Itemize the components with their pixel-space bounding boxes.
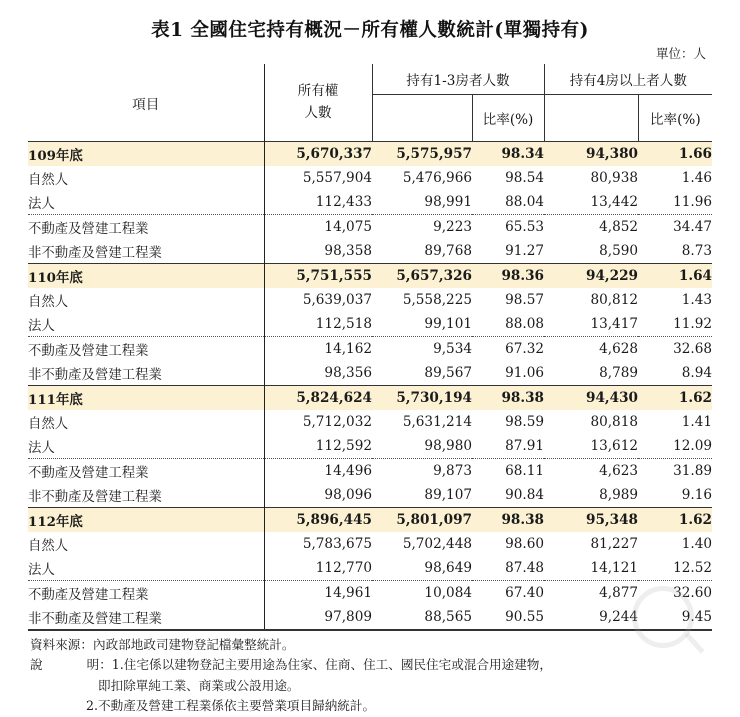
cell-holders-1to3: 5,575,957 — [372, 142, 472, 167]
table-row — [28, 166, 712, 190]
cell-holders-4plus: 81,227 — [590, 536, 639, 552]
cell-owners: 5,670,337 — [264, 142, 372, 167]
cell-ratio-1to3: 98.38 — [472, 508, 544, 533]
cell-holders-4plus: 8,989 — [599, 487, 639, 503]
row-label: 非不動產及營建工程業 — [28, 605, 264, 630]
cell-owners: 112,433 — [315, 194, 372, 210]
cell-holders-1to3: 5,730,194 — [372, 386, 472, 411]
cell-holders-1to3: 5,702,448 — [402, 536, 472, 552]
cell-ratio-4plus: 1.66 — [638, 142, 712, 167]
cell-ratio-1to3: 98.38 — [472, 386, 544, 411]
cell-holders-4plus: 9,244 — [544, 605, 638, 630]
cell-ratio-1to3: 88.04 — [505, 194, 545, 210]
table-row — [28, 410, 712, 434]
cell-holders-4plus: 8,789 — [599, 365, 639, 381]
cell-holders-4plus: 13,417 — [590, 316, 639, 332]
cell-owners: 5,557,904 — [302, 170, 372, 186]
page-title: 表1 全國住宅持有概況－所有權人數統計(單獨持有) — [151, 20, 589, 41]
col-header-count-1to3 — [372, 95, 472, 142]
cell-holders-4plus: 4,852 — [544, 215, 638, 240]
cell-ratio-4plus: 11.96 — [673, 194, 713, 210]
row-label: 109年底 — [28, 142, 264, 167]
cell-holders-1to3: 89,107 — [424, 487, 472, 503]
cell-holders-1to3: 98,649 — [424, 560, 472, 576]
cell-ratio-4plus: 11.92 — [673, 316, 713, 332]
cell-ratio-4plus: 9.16 — [681, 487, 713, 503]
cell-ratio-1to3: 67.40 — [472, 581, 544, 606]
cell-holders-1to3: 98,991 — [424, 194, 472, 210]
note-2: 2.不動產及營建工程業係依主要營業項目歸納統計。 — [86, 698, 376, 714]
col-header-ownership-line1: 所有權 — [297, 83, 339, 100]
cell-ratio-4plus: 32.68 — [638, 337, 712, 362]
cell-ratio-4plus: 8.73 — [681, 243, 713, 259]
row-label: 111年底 — [28, 386, 264, 411]
cell-ratio-1to3: 90.55 — [472, 605, 544, 630]
row-label: 非不動產及營建工程業 — [28, 361, 264, 386]
cell-ratio-1to3: 91.27 — [505, 243, 545, 259]
cell-owners: 112,518 — [315, 316, 372, 332]
col-header-ratio-1to3: 比率(%) — [472, 95, 544, 142]
cell-ratio-1to3: 87.48 — [505, 560, 545, 576]
cell-owners: 112,592 — [315, 438, 372, 454]
cell-owners: 5,712,032 — [302, 414, 372, 430]
cell-ratio-4plus: 1.40 — [681, 536, 713, 552]
cell-holders-4plus: 95,348 — [544, 508, 638, 533]
table-notes — [28, 631, 712, 717]
table-row — [28, 556, 712, 581]
col-header-ratio-4plus: 比率(%) — [649, 112, 701, 128]
cell-holders-1to3: 9,873 — [372, 459, 472, 484]
cell-ratio-4plus: 12.09 — [673, 438, 713, 454]
row-label: 不動產及營建工程業 — [28, 337, 264, 362]
cell-owners: 14,496 — [264, 459, 372, 484]
cell-holders-4plus: 13,442 — [590, 194, 639, 210]
cell-holders-4plus: 4,623 — [544, 459, 638, 484]
cell-holders-4plus: 14,121 — [590, 560, 639, 576]
table-body — [28, 142, 712, 631]
cell-holders-1to3: 9,534 — [372, 337, 472, 362]
cell-ratio-1to3: 88.08 — [505, 316, 545, 332]
row-label: 法人 — [28, 190, 264, 215]
cell-holders-4plus: 94,430 — [544, 386, 638, 411]
table-row — [28, 532, 712, 556]
cell-owners: 14,075 — [264, 215, 372, 240]
cell-ratio-4plus: 1.46 — [681, 170, 713, 186]
col-header-group-1to3: 持有1-3房者人數 — [372, 64, 544, 95]
cell-owners: 98,096 — [324, 487, 372, 503]
cell-ratio-4plus: 1.64 — [638, 264, 712, 289]
cell-ratio-1to3: 87.91 — [505, 438, 545, 454]
cell-holders-1to3: 10,084 — [372, 581, 472, 606]
col-header-group-4plus: 持有4房以上者人數 — [544, 64, 712, 95]
cell-ratio-4plus: 8.94 — [681, 365, 713, 381]
row-label: 不動產及營建工程業 — [28, 581, 264, 606]
row-label: 不動產及營建工程業 — [28, 459, 264, 484]
col-header-count-4plus — [544, 95, 638, 142]
row-label: 非不動產及營建工程業 — [28, 239, 264, 264]
note-label-2: 明： — [86, 657, 112, 673]
table-row — [28, 239, 712, 264]
cell-ratio-4plus: 12.52 — [673, 560, 713, 576]
note-source: 資料來源：內政部地政司建物登記檔彙整統計。 — [30, 637, 295, 652]
cell-ratio-4plus: 9.45 — [638, 605, 712, 630]
row-label: 非不動產及營建工程業 — [28, 483, 264, 508]
table-row — [28, 190, 712, 215]
cell-holders-4plus: 94,229 — [544, 264, 638, 289]
row-label: 自然人 — [28, 532, 264, 556]
cell-holders-4plus: 4,628 — [544, 337, 638, 362]
table-row — [28, 459, 712, 484]
cell-owners: 5,639,037 — [302, 292, 372, 308]
note-1-line2: 即扣除單純工業、商業或公設用途。 — [98, 677, 300, 693]
cell-holders-4plus: 80,818 — [590, 414, 639, 430]
cell-holders-4plus: 8,590 — [599, 243, 639, 259]
row-label: 110年底 — [28, 264, 264, 289]
cell-holders-1to3: 5,657,326 — [372, 264, 472, 289]
cell-ratio-4plus: 32.60 — [638, 581, 712, 606]
cell-ratio-1to3: 68.11 — [472, 459, 544, 484]
cell-owners: 98,356 — [324, 365, 372, 381]
statistics-table — [28, 64, 712, 631]
table-head — [28, 64, 712, 142]
cell-ratio-1to3: 98.57 — [505, 292, 545, 308]
cell-ratio-1to3: 65.53 — [472, 215, 544, 240]
row-label: 自然人 — [28, 166, 264, 190]
unit-note: 單位：人 — [655, 46, 706, 61]
cell-owners: 5,783,675 — [302, 536, 372, 552]
table-row — [28, 581, 712, 606]
table-row — [28, 434, 712, 459]
cell-owners: 5,751,555 — [264, 264, 372, 289]
cell-holders-1to3: 99,101 — [424, 316, 472, 332]
cell-holders-1to3: 89,768 — [424, 243, 472, 259]
table-row — [28, 288, 712, 312]
row-label: 112年底 — [28, 508, 264, 533]
col-header-ownership-line2: 人數 — [304, 104, 332, 121]
col-header-item: 項目 — [28, 64, 264, 142]
cell-owners: 98,358 — [324, 243, 372, 259]
row-label: 不動產及營建工程業 — [28, 215, 264, 240]
cell-holders-4plus: 13,612 — [590, 438, 639, 454]
col-header-ownership — [264, 64, 372, 142]
table-row — [28, 361, 712, 386]
cell-holders-4plus: 4,877 — [544, 581, 638, 606]
cell-ratio-4plus: 1.43 — [681, 292, 713, 308]
table-row — [28, 312, 712, 337]
table-row — [28, 508, 712, 533]
cell-holders-1to3: 5,631,214 — [402, 414, 472, 430]
note-explanation-1 — [28, 655, 712, 675]
cell-holders-1to3: 88,565 — [372, 605, 472, 630]
cell-holders-1to3: 89,567 — [424, 365, 472, 381]
table-row — [28, 337, 712, 362]
cell-holders-4plus: 94,380 — [544, 142, 638, 167]
row-label: 法人 — [28, 312, 264, 337]
cell-owners: 14,961 — [264, 581, 372, 606]
cell-ratio-4plus: 34.47 — [638, 215, 712, 240]
cell-ratio-4plus: 1.62 — [638, 508, 712, 533]
row-label: 法人 — [28, 556, 264, 581]
header-row-groups — [28, 64, 712, 95]
cell-ratio-1to3: 91.06 — [505, 365, 545, 381]
cell-ratio-1to3: 98.54 — [505, 170, 545, 186]
row-label: 自然人 — [28, 410, 264, 434]
table-row — [28, 264, 712, 289]
cell-holders-1to3: 5,558,225 — [402, 292, 472, 308]
table-row — [28, 386, 712, 411]
cell-holders-4plus: 80,812 — [590, 292, 639, 308]
table-row — [28, 483, 712, 508]
table-row — [28, 605, 712, 630]
cell-owners: 5,896,445 — [264, 508, 372, 533]
cell-ratio-1to3: 67.32 — [472, 337, 544, 362]
cell-ratio-1to3: 98.59 — [505, 414, 545, 430]
cell-owners: 5,824,624 — [264, 386, 372, 411]
cell-holders-1to3: 9,223 — [372, 215, 472, 240]
cell-ratio-1to3: 90.84 — [505, 487, 545, 503]
cell-holders-1to3: 5,476,966 — [402, 170, 472, 186]
cell-owners: 14,162 — [264, 337, 372, 362]
cell-holders-4plus: 80,938 — [590, 170, 639, 186]
cell-holders-1to3: 5,801,097 — [372, 508, 472, 533]
table-row — [28, 215, 712, 240]
cell-ratio-4plus: 1.41 — [681, 414, 713, 430]
cell-ratio-1to3: 98.34 — [472, 142, 544, 167]
note-label: 說 — [30, 657, 43, 673]
cell-ratio-1to3: 98.36 — [472, 264, 544, 289]
cell-owners: 112,770 — [315, 560, 372, 576]
table-row — [28, 142, 712, 167]
row-label: 自然人 — [28, 288, 264, 312]
row-label: 法人 — [28, 434, 264, 459]
cell-holders-1to3: 98,980 — [424, 438, 472, 454]
cell-ratio-4plus: 31.89 — [638, 459, 712, 484]
cell-ratio-1to3: 98.60 — [505, 536, 545, 552]
note-1-line1: 1.住宅係以建物登記主要用途為住家、住商、住工、國民住宅或混合用途建物， — [111, 657, 552, 673]
cell-ratio-4plus: 1.62 — [638, 386, 712, 411]
cell-owners: 97,809 — [264, 605, 372, 630]
